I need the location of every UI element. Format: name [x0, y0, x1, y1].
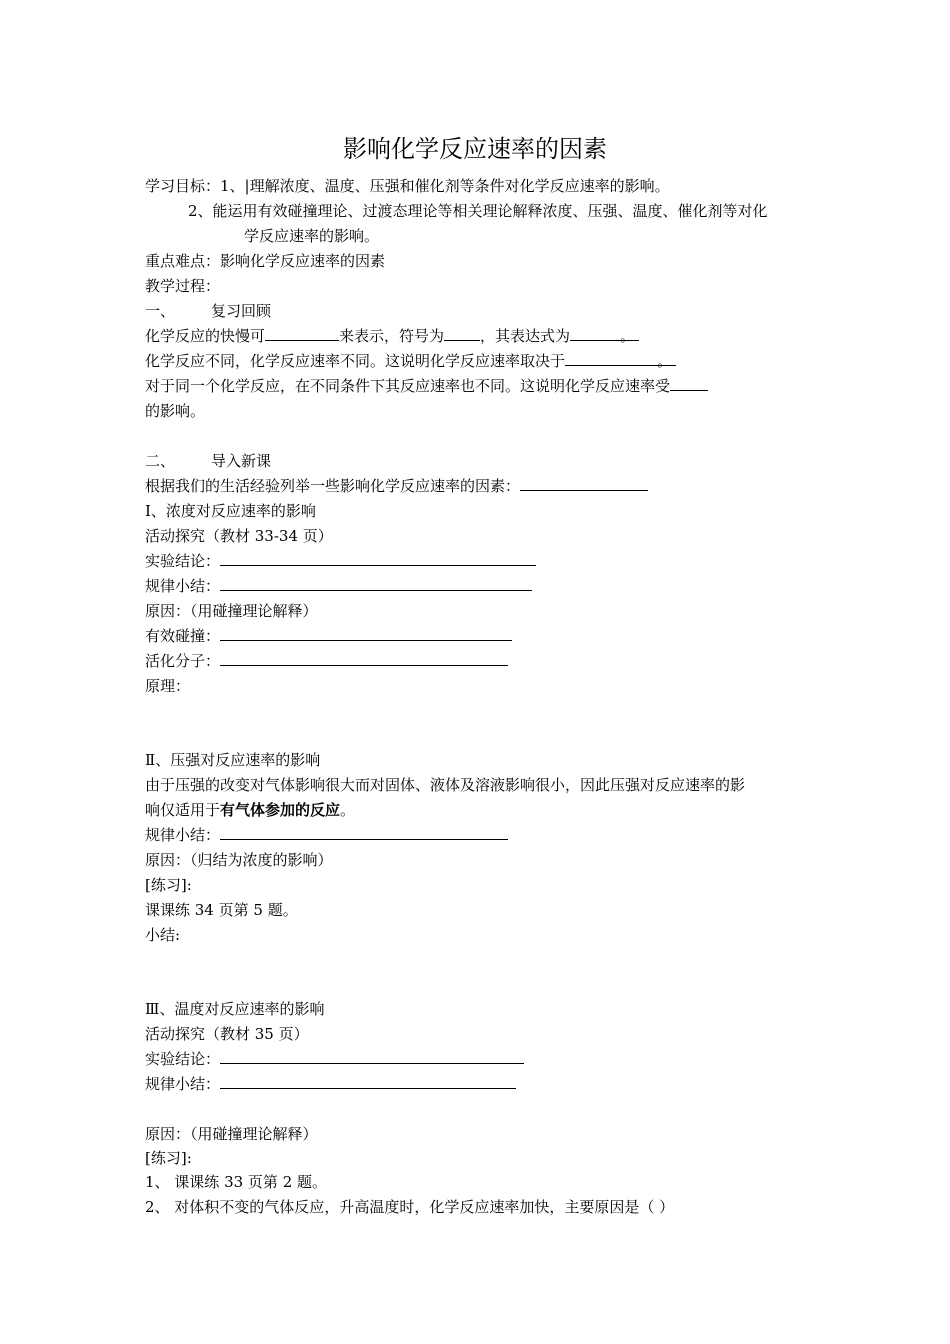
- part3-summary: 规律小结：: [145, 1075, 221, 1093]
- part1-heading: Ⅰ、浓度对反应速率的影响: [145, 502, 316, 520]
- key-points: 重点难点：影响化学反应速率的因素: [145, 252, 386, 270]
- objective-item-2b: 学反应速率的影响。: [244, 227, 380, 245]
- q3-text-a: 对于同一个化学反应，在不同条件下其反应速率也不同。这说明化学反应速率受: [145, 377, 671, 395]
- part2-brief: 小结:: [145, 926, 181, 944]
- answer-blank[interactable]: [670, 375, 708, 391]
- part1-conclusion: 实验结论：: [145, 552, 221, 570]
- q1-text-d: 。: [620, 325, 639, 341]
- part1-reason: 原因：（用碰撞理论解释）: [145, 602, 318, 620]
- part2-reason: 原因：（归结为浓度的影响）: [145, 851, 333, 869]
- part2-desc-2a: 响仅适用于: [145, 801, 221, 819]
- objectives-label: 学习目标：1、: [145, 177, 245, 195]
- section2-intro: 根据我们的生活经验列举一些影响化学反应速率的因素：: [145, 477, 521, 495]
- answer-blank[interactable]: [220, 824, 508, 840]
- part3-conclusion: 实验结论：: [145, 1050, 221, 1068]
- q3-text-b: 的影响。: [145, 402, 206, 420]
- part3-heading: Ⅲ、温度对反应速率的影响: [145, 1000, 325, 1018]
- part1-activity: 活动探究（教材 33-34 页）: [145, 527, 333, 545]
- q1-text-a: 化学反应的快慢可: [145, 327, 266, 345]
- part1-principle: 原理：: [145, 677, 191, 695]
- review-question-3: [145, 375, 708, 397]
- part2-desc-1: 由于压强的改变对气体影响很大而对固体、液体及溶液影响很小，因此压强对反应速率的影: [145, 776, 746, 794]
- part1-conclusion-line: [145, 550, 536, 572]
- part3-exercise-1: 1、 课课练 33 页第 2 题。: [145, 1173, 328, 1191]
- q1-text-c: ，其表达式为: [480, 327, 571, 345]
- part3-activity: 活动探究（教材 35 页）: [145, 1025, 309, 1043]
- objectives-line-1: [145, 175, 670, 197]
- part2-summary: 规律小结：: [145, 826, 221, 844]
- objective-item-2a: 2、能运用有效碰撞理论、过渡态理论等相关理论解释浓度、压强、温度、催化剂等对化: [188, 202, 768, 220]
- objective-item-1: |理解浓度、温度、压强和催化剂等条件对化学反应速率的影响。: [244, 177, 670, 195]
- part1-activated-line: [145, 650, 508, 672]
- answer-blank[interactable]: [265, 325, 339, 341]
- answer-blank[interactable]: [220, 1048, 524, 1064]
- part2-exercise: [练习]:: [145, 876, 192, 894]
- part2-heading: Ⅱ、压强对反应速率的影响: [145, 751, 321, 769]
- section2-num: 二、: [145, 452, 176, 470]
- answer-blank[interactable]: [220, 1073, 516, 1089]
- page-title: 影响化学反应速率的因素: [343, 135, 607, 163]
- part2-summary-line: [145, 824, 508, 846]
- part3-conclusion-line: [145, 1048, 524, 1070]
- q2-text-b: 。: [657, 350, 676, 366]
- part3-summary-line: [145, 1073, 516, 1095]
- q2-text-a: 化学反应不同，化学反应速率不同。这说明化学反应速率取决于: [145, 352, 566, 370]
- part1-summary-line: [145, 575, 532, 597]
- answer-blank[interactable]: [520, 475, 648, 491]
- answer-blank[interactable]: [570, 325, 620, 341]
- section1-num: 一、: [145, 302, 176, 320]
- section1-title: 复习回顾: [211, 302, 272, 320]
- review-question-2: [145, 350, 676, 372]
- part2-exercise-1: 课课练 34 页第 5 题。: [145, 901, 298, 919]
- part3-exercise: [练习]:: [145, 1149, 192, 1167]
- section1-heading: [145, 300, 271, 322]
- answer-blank[interactable]: [444, 325, 480, 341]
- answer-blank[interactable]: [220, 550, 536, 566]
- part3-reason: 原因：（用碰撞理论解释）: [145, 1125, 318, 1143]
- part1-activated: 活化分子：: [145, 652, 221, 670]
- section2-title: 导入新课: [211, 452, 272, 470]
- section2-heading: [145, 450, 271, 472]
- answer-blank[interactable]: [220, 575, 532, 591]
- answer-blank[interactable]: [220, 625, 512, 641]
- section2-intro-line: [145, 475, 648, 497]
- q1-text-b: 来表示，符号为: [339, 327, 445, 345]
- answer-blank[interactable]: [220, 650, 508, 666]
- review-question-1: [145, 325, 639, 347]
- part3-exercise-2: 2、 对体积不变的气体反应，升高温度时，化学反应速率加快，主要原因是（ ）: [145, 1198, 675, 1216]
- part1-effective: 有效碰撞：: [145, 627, 221, 645]
- part2-desc-2c: 。: [340, 801, 356, 819]
- answer-blank[interactable]: [565, 350, 657, 366]
- teaching-process: 教学过程：: [145, 277, 221, 295]
- part2-desc-2: [145, 799, 355, 821]
- part1-effective-line: [145, 625, 512, 647]
- part2-desc-bold: 有气体参加的反应: [220, 801, 341, 819]
- part1-summary: 规律小结：: [145, 577, 221, 595]
